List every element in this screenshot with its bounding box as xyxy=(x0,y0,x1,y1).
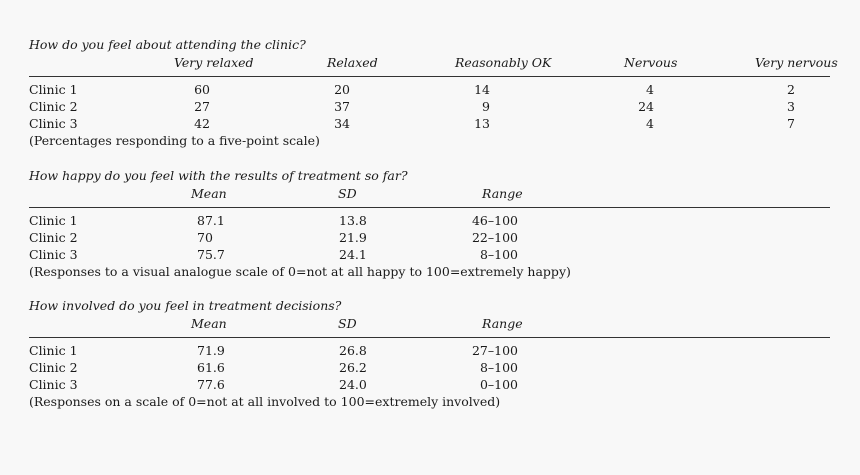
table-cell: 87.1 xyxy=(197,213,225,228)
table-cell: 24 xyxy=(638,99,654,114)
table-cell: 42 xyxy=(194,116,210,131)
table-cell: 60 xyxy=(194,82,210,97)
section-3-header-sd: SD xyxy=(338,316,357,331)
table-cell: 14 xyxy=(474,82,490,97)
table-row-label: Clinic 3 xyxy=(29,377,78,392)
section-3-header-mean: Mean xyxy=(191,316,227,331)
section-2-divider xyxy=(29,207,830,208)
table-row-label: Clinic 1 xyxy=(29,343,78,358)
table-cell: 4 xyxy=(646,82,654,97)
section-2-header-sd: SD xyxy=(338,186,357,201)
table-row-label: Clinic 2 xyxy=(29,99,78,114)
section-1-header-reasonably-ok: Reasonably OK xyxy=(455,55,552,70)
table-cell: 27–100 xyxy=(471,343,518,358)
table-cell: 37 xyxy=(334,99,350,114)
table-cell: 46–100 xyxy=(471,213,518,228)
section-1-header-relaxed: Relaxed xyxy=(327,55,378,70)
table-cell: 3 xyxy=(787,99,795,114)
table-cell: 75.7 xyxy=(197,247,225,262)
section-2-question: How happy do you feel with the results of treatment so far? xyxy=(29,168,408,183)
section-1-question: How do you feel about attending the clinic? xyxy=(29,37,306,52)
section-2-header-range: Range xyxy=(482,186,523,201)
table-cell: 61.6 xyxy=(197,360,225,375)
table-row-label: Clinic 2 xyxy=(29,230,78,245)
table-cell: 20 xyxy=(334,82,350,97)
table-cell: 26.8 xyxy=(339,343,367,358)
table-cell: 71.9 xyxy=(197,343,225,358)
section-3-question: How involved do you feel in treatment decisions? xyxy=(29,298,342,313)
table-cell: 26.2 xyxy=(339,360,367,375)
table-cell: 4 xyxy=(646,116,654,131)
section-3-divider xyxy=(29,337,830,338)
table-cell: 24.0 xyxy=(339,377,367,392)
table-cell: 34 xyxy=(334,116,350,131)
table-cell: 13.8 xyxy=(339,213,367,228)
table-cell: 70 xyxy=(197,230,213,245)
table-cell: 27 xyxy=(194,99,210,114)
table-cell: 13 xyxy=(474,116,490,131)
section-2-note: (Responses to a visual analogue scale of 0=not at all happy to 100=extremely happy) xyxy=(29,264,571,279)
section-1-header-nervous: Nervous xyxy=(624,55,678,70)
section-3-header-range: Range xyxy=(482,316,523,331)
table-row-label: Clinic 1 xyxy=(29,213,78,228)
table-cell: 8–100 xyxy=(479,360,518,375)
table-row-label: Clinic 3 xyxy=(29,247,78,262)
table-row-label: Clinic 3 xyxy=(29,116,78,131)
table-cell: 21.9 xyxy=(339,230,367,245)
table-cell: 7 xyxy=(787,116,795,131)
table-cell: 9 xyxy=(482,99,490,114)
table-cell: 8–100 xyxy=(479,247,518,262)
section-2-header-mean: Mean xyxy=(191,186,227,201)
section-1-header-very-relaxed: Very relaxed xyxy=(174,55,254,70)
table-cell: 77.6 xyxy=(197,377,225,392)
table-cell: 2 xyxy=(787,82,795,97)
section-1-divider xyxy=(29,76,830,77)
table-cell: 24.1 xyxy=(339,247,367,262)
table-row-label: Clinic 1 xyxy=(29,82,78,97)
table-cell: 0–100 xyxy=(479,377,518,392)
section-1-header-very-nervous: Very nervous xyxy=(755,55,838,70)
table-cell: 22–100 xyxy=(471,230,518,245)
section-3-note: (Responses on a scale of 0=not at all involved to 100=extremely involved) xyxy=(29,394,501,409)
section-1-note: (Percentages responding to a five-point scale) xyxy=(29,133,320,148)
table-row-label: Clinic 2 xyxy=(29,360,78,375)
